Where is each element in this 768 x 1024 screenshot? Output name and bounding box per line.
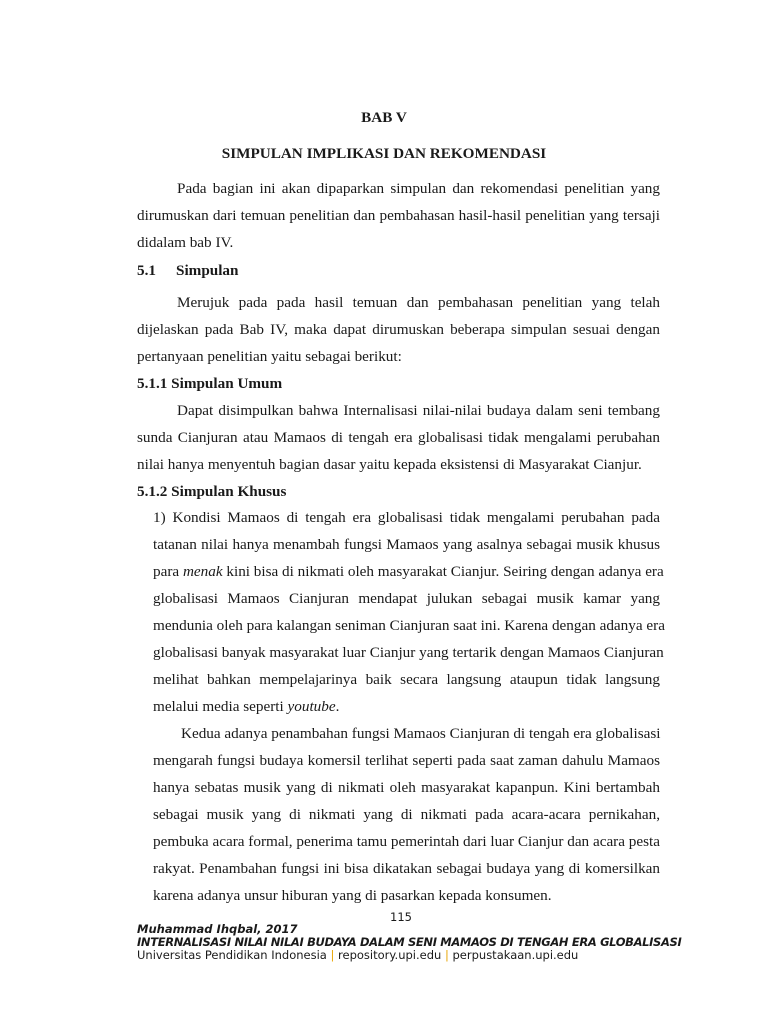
para2-line-7: karena adanya unsur hiburan yang di pasarkan kepada konsumen. [153,887,552,904]
footer-library-link[interactable]: perpustakaan.upi.edu [452,948,579,962]
item1-line-1: 1) Kondisi Mamaos di tengah era globalisasi tidak mengalami perubahan pada [153,509,660,526]
intro-line-2: dirumuskan dari temuan penelitian dan pembahasan hasil-hasil penelitian yang tersaji [137,207,660,224]
footer-separator: | [330,948,335,962]
item1-line-5: mendunia oleh para kalangan seniman Cianjuran saat ini. Karena dengan adanya era [153,617,665,634]
section-5-1-number: 5.1 [137,262,156,279]
para2-line-2: mengarah fungsi budaya komersil terlihat seperti pada saat zaman dahulu Mamaos [153,752,660,769]
sec51-line-2: dijelaskan pada Bab IV, maka dapat dirumuskan beberapa simpulan sesuai dengan [137,321,660,338]
youtube-emphasis: youtube [287,698,336,715]
sec511-line-3: nilai hanya menyentuh bagian dasar yaitu kepada eksistensi di Masyarakat Cianjur. [137,456,642,473]
item1-line-8: melalui media seperti youtube. [153,698,340,715]
page-number: 115 [390,910,412,924]
footer-author: Muhammad Ihqbal, 2017 [137,922,298,936]
chapter-title: SIMPULAN IMPLIKASI DAN REKOMENDASI [221,145,547,162]
section-5-1-1-heading: 5.1.1 Simpulan Umum [137,375,283,392]
item1-line-4: globalisasi Mamaos Cianjuran mendapat julukan sebagai musik kamar yang [153,590,660,607]
para2-line-3: hanya sebatas musik yang di nikmati oleh masyarakat kapanpun. Kini bertambah [153,779,660,796]
item1-line-6: globalisasi banyak masyarakat luar Cianjur yang tertarik dengan Mamaos Cianjuran [153,644,664,661]
footer-thesis-title: INTERNALISASI NILAI NILAI BUDAYA DALAM SENI MAMAOS DI TENGAH ERA GLOBALISASI [137,935,682,949]
sec51-line-1: Merujuk pada pada hasil temuan dan pembahasan penelitian yang telah [177,294,660,311]
footer-links [137,948,578,962]
item1-line-7: melihat bahkan mempelajarinya baik secara langsung ataupun tidak langsung [153,671,660,688]
footer-repository-link[interactable]: repository.upi.edu [338,948,442,962]
para2-line-4: sebagai musik yang di nikmati yang di nikmati pada acara-acara pernikahan, [153,806,660,823]
item1-line-2: tatanan nilai hanya menambah fungsi Mamaos yang asalnya sebagai musik khusus [153,536,660,553]
sec511-line-1: Dapat disimpulkan bahwa Internalisasi nilai-nilai budaya dalam seni tembang [177,402,660,419]
sec511-line-2: sunda Cianjuran atau Mamaos di tengah era globalisasi tidak mengalami perubahan [137,429,660,446]
footer-separator: | [444,948,449,962]
sec51-line-3: pertanyaan penelitian yaitu sebagai berikut: [137,348,402,365]
section-5-1-2-heading: 5.1.2 Simpulan Khusus [137,483,287,500]
section-5-1-title: Simpulan [176,262,239,279]
item1-line-3: para menak kini bisa di nikmati oleh masyarakat Cianjur. Seiring dengan adanya era [153,563,664,580]
para2-line-6: rakyat. Penambahan fungsi ini bisa dikatakan sebagai budaya yang di komersilkan [153,860,660,877]
menak-emphasis: menak [182,563,223,580]
intro-line-1: Pada bagian ini akan dipaparkan simpulan dan rekomendasi penelitian yang [177,180,660,197]
footer-university: Universitas Pendidikan Indonesia [137,948,327,962]
para2-line-1: Kedua adanya penambahan fungsi Mamaos Cianjuran di tengah era globalisasi [181,725,661,742]
para2-line-5: pembuka acara formal, penerima tamu pemerintah dari luar Cianjur dan acara pesta [153,833,660,850]
intro-line-3: didalam bab IV. [137,234,234,251]
chapter-heading: BAB V [361,109,407,126]
